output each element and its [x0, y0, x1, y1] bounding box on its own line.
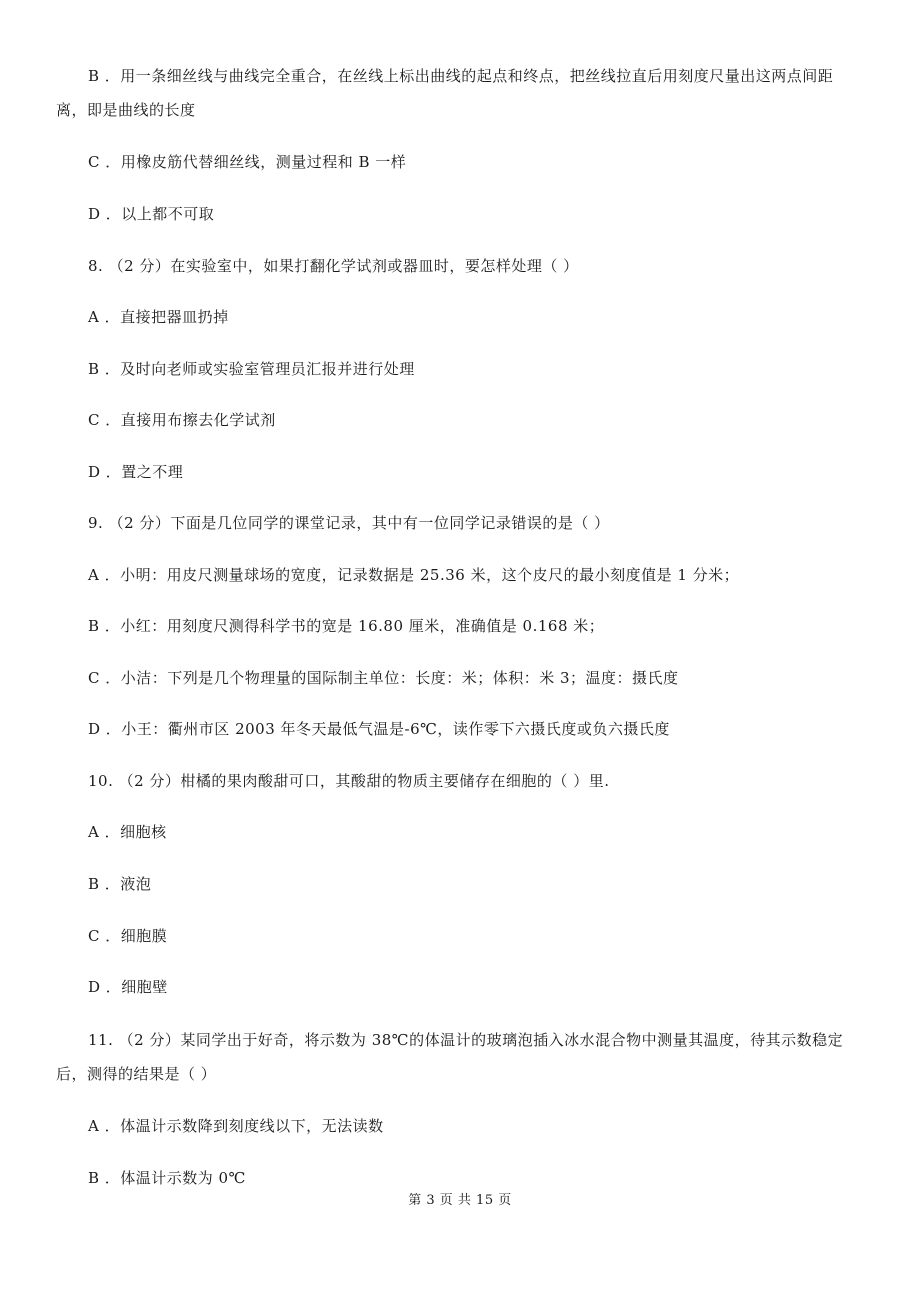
q8-option-d: D ．置之不理: [88, 463, 184, 481]
q9-option-a: A ．小明：用皮尺测量球场的宽度，记录数据是 25.36 米，这个皮尺的最小刻度值是 1 分米；: [88, 566, 740, 584]
q10-option-b: B ．液泡: [88, 875, 152, 893]
q9-option-c: C ．小洁：下列是几个物理量的国际制主单位：长度：米；体积：米 3；温度：摄氏度: [88, 669, 679, 687]
q7-option-c: C ．用橡皮筋代替细丝线，测量过程和 B 一样: [88, 153, 407, 171]
question-9: 9. （2 分）下面是几位同学的课堂记录，其中有一位同学记录错误的是（ ）: [88, 514, 610, 532]
q8-option-a: A ．直接把器皿扔掉: [88, 308, 229, 326]
q11-option-b: B ．体温计示数为 0℃: [88, 1169, 246, 1187]
question-8: 8. （2 分）在实验室中，如果打翻化学试剂或器皿时，要怎样处理（ ）: [88, 257, 579, 275]
q9-option-d: D ．小王：衢州市区 2003 年冬天最低气温是-6℃，读作零下六摄氏度或负六摄氏度: [88, 720, 670, 738]
question-11-line1: 11. （2 分）某同学出于好奇，将示数为 38℃的体温计的玻璃泡插入冰水混合物中测量其温度，待其示数稳定: [88, 1031, 844, 1049]
q10-option-d: D ．细胞壁: [88, 978, 168, 996]
q10-option-a: A ．细胞核: [88, 823, 167, 841]
q8-option-c: C ．直接用布擦去化学试剂: [88, 411, 276, 429]
question-11-line2: 后，测得的结果是（ ）: [56, 1065, 217, 1083]
q11-option-a: A ．体温计示数降到刻度线以下，无法读数: [88, 1117, 384, 1135]
q9-option-b: B ．小红：用刻度尺测得科学书的宽是 16.80 厘米，准确值是 0.168 米；: [88, 617, 605, 635]
q7-option-d: D ．以上都不可取: [88, 205, 215, 223]
page-number-footer: 第 3 页 共 15 页: [408, 1193, 512, 1208]
q7-option-b-line2: 离，即是曲线的长度: [56, 101, 196, 119]
question-10: 10. （2 分）柑橘的果肉酸甜可口，其酸甜的物质主要储存在细胞的（ ）里.: [88, 772, 610, 790]
q7-option-b-line1: B ．用一条细丝线与曲线完全重合，在丝线上标出曲线的起点和终点，把丝线拉直后用刻度尺量出这两点间距: [88, 67, 834, 85]
q10-option-c: C ．细胞膜: [88, 927, 168, 945]
q8-option-b: B ．及时向老师或实验室管理员汇报并进行处理: [88, 360, 415, 378]
